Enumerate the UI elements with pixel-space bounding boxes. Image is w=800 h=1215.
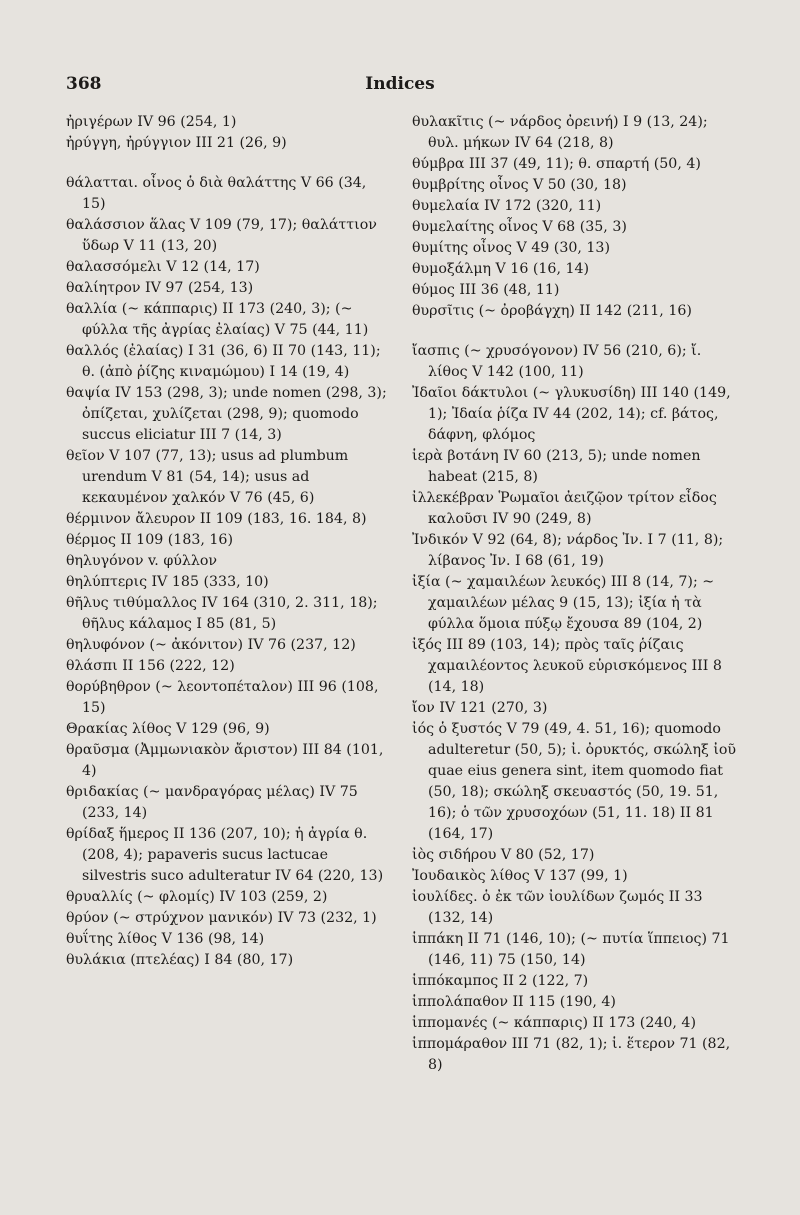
index-entry: θάλατται. οἶνος ὁ διὰ θαλάττης V 66 (34, 15) bbox=[66, 175, 367, 212]
index-entry: θυλάκια (πτελέας) I 84 (80, 17) bbox=[66, 952, 294, 968]
index-entry: ἱππάκη II 71 (146, 10); (~ πυτία ἵππειος) 71 (146, 11) 75 (150, 14) bbox=[412, 931, 730, 968]
index-entry: θαψία IV 153 (298, 3); unde nomen (298, 3); ὀπίζεται, χυλίζεται (298, 9); quomodo succus eliciatur III 7 (14, 3) bbox=[66, 385, 387, 443]
index-entry: θυΐτης λίθος V 136 (98, 14) bbox=[66, 931, 265, 947]
index-entry: θαλάσσιον ἅλας V 109 (79, 17); θαλάττιον ὕδωρ V 11 (13, 20) bbox=[66, 217, 377, 254]
index-entry: ἱππόκαμπος II 2 (122, 7) bbox=[412, 973, 589, 989]
index-entry: θυμελαίτης οἶνος V 68 (35, 3) bbox=[412, 219, 627, 235]
index-entry: θυμοξάλμη V 16 (16, 14) bbox=[412, 261, 590, 277]
index-entry: θραῦσμα (Ἀμμωνιακὸν ἄριστον) III 84 (101, 4) bbox=[66, 742, 384, 779]
index-entry: θαλλός (ἐλαίας) I 31 (36, 6) II 70 (143, 11); θ. (ἀπὸ ῥίζης κιναμώμου) I 14 (19, 4) bbox=[66, 343, 381, 380]
running-title: Indices bbox=[365, 74, 435, 94]
index-entry: θεῖον V 107 (77, 13); usus ad plumbum urendum V 81 (54, 14); usus ad κεκαυμένον χαλκόν V 76 (45, 6) bbox=[66, 448, 349, 506]
index-entry: θρίδαξ ἥμερος II 136 (207, 10); ἡ ἀγρία θ. (208, 4); papaveris sucus lactucae silvestris suco adulteratur IV 64 (220, 13) bbox=[66, 826, 384, 884]
index-entry: ἠρύγγη, ἠρύγγιον III 21 (26, 9) bbox=[66, 135, 287, 151]
index-entry: θέρμινον ἄλευρον II 109 (183, 16. 184, 8) bbox=[66, 511, 367, 527]
index-column-left bbox=[66, 112, 394, 971]
index-entry: θύμβρα III 37 (49, 11); θ. σπαρτή (50, 4) bbox=[412, 156, 701, 172]
index-entry: θλάσπι II 156 (222, 12) bbox=[66, 658, 235, 674]
index-entry: ἰουλίδες. ὁ ἐκ τῶν ἰουλίδων ζωμός II 33 (132, 14) bbox=[412, 889, 703, 926]
index-entry: θύμος III 36 (48, 11) bbox=[412, 282, 560, 298]
page-number: 368 bbox=[66, 74, 102, 94]
index-entry: θρυαλλίς (~ φλομίς) IV 103 (259, 2) bbox=[66, 889, 328, 905]
index-entry: θυμελαία IV 172 (320, 11) bbox=[412, 198, 602, 214]
index-entry: ἱππομάραθον III 71 (82, 1); ἱ. ἕτερον 71 (82, 8) bbox=[412, 1036, 731, 1073]
index-entry: ἱππολάπαθον II 115 (190, 4) bbox=[412, 994, 616, 1010]
index-entry: θῆλυς τιθύμαλλος IV 164 (310, 2. 311, 18); θῆλυς κάλαμος I 85 (81, 5) bbox=[66, 595, 378, 632]
index-entry: ἴασπις (~ χρυσόγονον) IV 56 (210, 6); ἴ. λίθος V 142 (100, 11) bbox=[412, 343, 702, 380]
index-entry: ἰξός III 89 (103, 14); πρὸς ταῖς ῥίζαις χαμαιλέοντος λευκοῦ εὑρισκόμενος III 8 (14, 18) bbox=[412, 637, 722, 695]
index-entry: θηλυφόνον (~ ἀκόνιτον) IV 76 (237, 12) bbox=[66, 637, 356, 653]
index-entry: θριδακίας (~ μανδραγόρας μέλας) IV 75 (233, 14) bbox=[66, 784, 358, 821]
index-entry: ἰξία (~ χαμαιλέων λευκός) III 8 (14, 7); ~ χαμαιλέων μέλας 9 (15, 13); ἰξία ἡ τὰ φύλλα ὅμοια πύξῳ ἔχουσα 89 (104, 2) bbox=[412, 574, 715, 632]
index-entry: ἰλλεκέβραν Ῥωμαῖοι ἀειζῷον τρίτον εἶδος καλοῦσι IV 90 (249, 8) bbox=[412, 490, 717, 527]
index-entry: θαλασσόμελι V 12 (14, 17) bbox=[66, 259, 260, 275]
index-entry: θαλλία (~ κάππαρις) II 173 (240, 3); (~ φύλλα τῆς ἀγρίας ἐλαίας) V 75 (44, 11) bbox=[66, 301, 369, 338]
index-entry: θρύον (~ στρύχνον μανικόν) IV 73 (232, 1) bbox=[66, 910, 377, 926]
index-entry: θηλύπτερις IV 185 (333, 10) bbox=[66, 574, 269, 590]
index-entry: ἱππομανές (~ κάππαρις) II 173 (240, 4) bbox=[412, 1015, 696, 1031]
index-entry: Ἰουδαικὸς λίθος V 137 (99, 1) bbox=[412, 868, 628, 884]
index-entry: θαλίητρον IV 97 (254, 13) bbox=[66, 280, 254, 296]
index-entry: Ἰδαῖοι δάκτυλοι (~ γλυκυσίδη) III 140 (149, 1); Ἰδαία ῥίζα IV 44 (202, 14); cf. βάτος, δάφνη, φλόμος bbox=[412, 385, 731, 443]
index-entry: ἠριγέρων IV 96 (254, 1) bbox=[66, 114, 237, 130]
index-entry: θέρμος II 109 (183, 16) bbox=[66, 532, 233, 548]
index-entry: θυλακῖτις (~ νάρδος ὀρεινή) I 9 (13, 24); θυλ. μήκων IV 64 (218, 8) bbox=[412, 114, 708, 151]
index-entry: Θρακίας λίθος V 129 (96, 9) bbox=[66, 721, 270, 737]
index-entry: θηλυγόνον v. φύλλον bbox=[66, 553, 218, 569]
index-entry: θυρσῖτις (~ ὀροβάγχη) II 142 (211, 16) bbox=[412, 303, 692, 319]
index-entry: ἴον IV 121 (270, 3) bbox=[412, 700, 548, 716]
index-entry: ἰός ὁ ξυστός V 79 (49, 4. 51, 16); quomodo adulteretur (50, 5); ἰ. ὀρυκτός, σκώληξ ἰοῦ quae eius genera sint, item quomodo fiat (50, 18); σκώληξ σκευαστός (50, 19. 51, 16); ὁ τῶν χρυσοχόων (51, 11. 18) II 81 (164, 17) bbox=[412, 721, 737, 842]
index-entry: θυμίτης οἶνος V 49 (30, 13) bbox=[412, 240, 610, 256]
index-entry: θορύβηθρον (~ λεοντοπέταλον) III 96 (108, 15) bbox=[66, 679, 379, 716]
index-entry: Ἰνδικόν V 92 (64, 8); νάρδος Ἰν. I 7 (11, 8); λίβανος Ἰν. I 68 (61, 19) bbox=[412, 532, 724, 569]
index-entry: ἰὸς σιδήρου V 80 (52, 17) bbox=[412, 847, 595, 863]
index-column-right bbox=[412, 112, 740, 1076]
index-entry: θυμβρίτης οἶνος V 50 (30, 18) bbox=[412, 177, 627, 193]
index-entry: ἱερὰ βοτάνη IV 60 (213, 5); unde nomen habeat (215, 8) bbox=[412, 448, 701, 485]
page-header bbox=[66, 74, 734, 100]
